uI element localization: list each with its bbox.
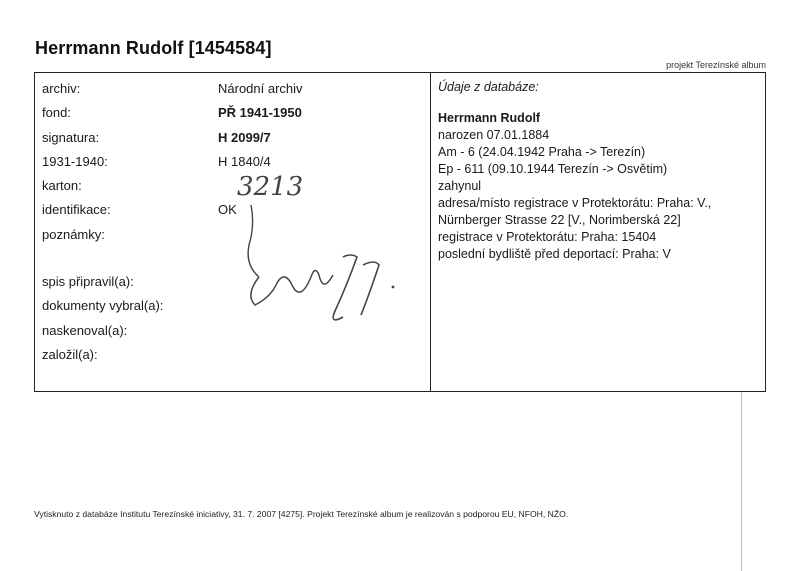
database-line: narozen 07.01.1884 [438,128,550,142]
field-label: signatura: [42,129,100,145]
database-line: Nürnberger Strasse 22 [V., Norimberská 22] [438,213,681,227]
field-row [42,105,422,129]
field-row [42,347,422,371]
project-label: projekt Terezínské album [666,60,766,70]
handwritten-karton-number: 3213 [237,172,304,202]
print-footer: Vytisknuto z databáze Institutu Terezínské iniciativy, 31. 7. 2007 [4275]. Projekt Terezínské album je realizován s podporou EU, NFOH, NŽO. [34,509,569,519]
database-section [438,79,760,263]
handwritten-signature [215,165,415,345]
field-row [42,81,422,105]
field-label: karton: [42,178,82,194]
page-title: Herrmann Rudolf [1454584] [35,38,272,58]
database-heading: Údaje z databáze: [438,80,539,94]
field-label: identifikace: [42,202,111,218]
person-name: Herrmann Rudolf [438,111,541,125]
field-label: poznámky: [42,226,105,242]
field-label: archiv: [42,81,81,96]
field-value: H 2099/7 [218,129,271,145]
field-label: fond: [42,105,71,121]
page-edge-mark [741,392,754,571]
database-line: Am - 6 (24.04.1942 Praha -> Terezín) [438,145,646,159]
field-label: dokumenty vybral(a): [42,298,164,314]
field-value: Národní archiv [218,81,303,96]
field-value: OK [218,202,237,218]
field-label: 1931-1940: [42,153,108,169]
database-line: zahynul [438,179,482,193]
field-value: PŘ 1941-1950 [218,105,302,121]
field-label: založil(a): [42,346,98,362]
database-line: Ep - 611 (09.10.1944 Terezín -> Osvětim) [438,162,668,176]
database-line: poslední bydliště před deportací: Praha: V [438,247,671,261]
database-line: registrace v Protektorátu: Praha: 15404 [438,230,657,244]
record-card [34,72,766,392]
field-label: naskenoval(a): [42,322,128,338]
field-row [42,130,422,154]
database-line: adresa/místo registrace v Protektorátu: Praha: V., [438,196,712,210]
field-label: spis připravil(a): [42,274,134,290]
column-divider [430,73,431,391]
field-value: H 1840/4 [218,153,271,169]
